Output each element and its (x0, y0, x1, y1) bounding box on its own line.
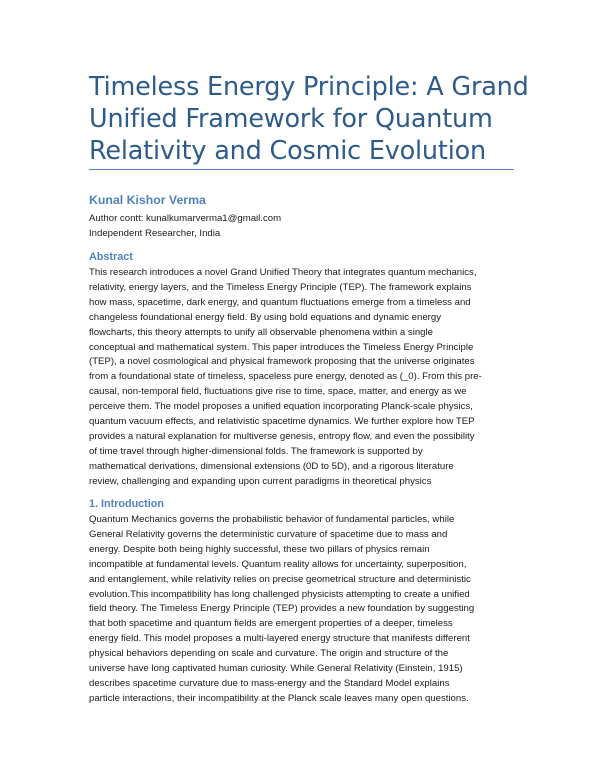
title-divider (89, 169, 514, 170)
abstract-line: This research introduces a novel Grand Unified Theory that integrates quantum mechanics, (89, 267, 477, 278)
introduction-line: General Relativity governs the deterministic curvature of spacetime due to mass and (89, 528, 448, 540)
abstract-body (89, 266, 515, 490)
abstract-line: quantum vacuum effects, and relativistic spacetime dynamics. We further explore how TEP (89, 416, 475, 428)
abstract-line: review, challenging and expanding upon current paradigms in theoretical physics (89, 475, 432, 487)
paper-title (89, 71, 529, 167)
author-affiliation: Independent Researcher, India (89, 227, 221, 239)
introduction-body (89, 513, 515, 707)
abstract-line: conceptual and mathematical system. This paper introduces the Timeless Energy Principle (89, 341, 474, 353)
abstract-heading: Abstract (89, 251, 133, 263)
introduction-heading: 1. Introduction (89, 498, 164, 510)
abstract-line: mathematical derivations, dimensional extensions (0D to 5D), and a rigorous literature (89, 460, 454, 472)
abstract-line: perceive them. The model proposes a unified equation incorporating Planck-scale physics, (89, 401, 473, 413)
introduction-line: and entanglement, while relativity relies on precise geometrical structure and deterministic (89, 573, 471, 585)
abstract-line: flowcharts, this theory attempts to unify all observable phenomena within a single (89, 326, 433, 338)
introduction-line: energy. Despite both being highly successful, these two pillars of physics remain (89, 543, 430, 555)
introduction-line: describes spacetime curvature due to mass-energy and the Standard Model explains (89, 677, 450, 689)
author-details (89, 212, 281, 241)
abstract-line: changeless foundational energy field. By using bold equations and dynamic energy (89, 311, 442, 323)
introduction-line: energy field. This model proposes a multi-layered energy structure that manifests different (89, 633, 470, 645)
abstract-line: from a foundational state of timeless, spaceless pure energy, denoted as (_0). From this pre- (89, 371, 482, 383)
title-line: Unified Framework for Quantum (89, 104, 493, 134)
abstract-line: causal, non-temporal field, fluctuations give rise to time, space, matter, and energy as we (89, 386, 467, 398)
title-line: Timeless Energy Principle: A Grand (89, 72, 529, 102)
author-contact: Author contt: kunalkumarverma1@gmail.com (89, 213, 282, 224)
introduction-line: evolution.This incompatibility has long challenged physicists attempting to create a unified (89, 588, 470, 600)
introduction-line: incompatible at fundamental levels. Quantum reality allows for uncertainty, superposition, (89, 558, 467, 570)
introduction-line: universe have long captivated human curiosity. While General Relativity (Einstein, 1915) (89, 663, 463, 675)
author-name: Kunal Kishor Verma (89, 193, 206, 207)
introduction-line: physical behaviors depending on scale and curvature. The origin and structure of the (89, 648, 449, 660)
abstract-line: of time travel through higher-dimensional folds. The framework is supported by (89, 445, 423, 457)
introduction-line: Quantum Mechanics governs the probabilistic behavior of fundamental particles, while (89, 514, 455, 525)
introduction-line: field theory. The Timeless Energy Principle (TEP) provides a new foundation by suggesting (89, 603, 475, 615)
introduction-line: particle interactions, their incompatibility at the Planck scale leaves many open questions. (89, 692, 469, 704)
abstract-line: provides a natural explanation for multiverse genesis, entropy flow, and even the possibility (89, 430, 475, 442)
abstract-line: how mass, spacetime, dark energy, and quantum fluctuations emerge from a timeless and (89, 296, 471, 308)
introduction-line: that both spacetime and quantum fields are emergent properties of a deeper, timeless (89, 618, 453, 630)
abstract-line: (TEP), a novel cosmological and physical framework proposing that the universe originates (89, 356, 475, 368)
abstract-line: relativity, energy layers, and the Timeless Energy Principle (TEP). The framework explains (89, 281, 472, 293)
title-line: Relativity and Cosmic Evolution (89, 136, 486, 166)
